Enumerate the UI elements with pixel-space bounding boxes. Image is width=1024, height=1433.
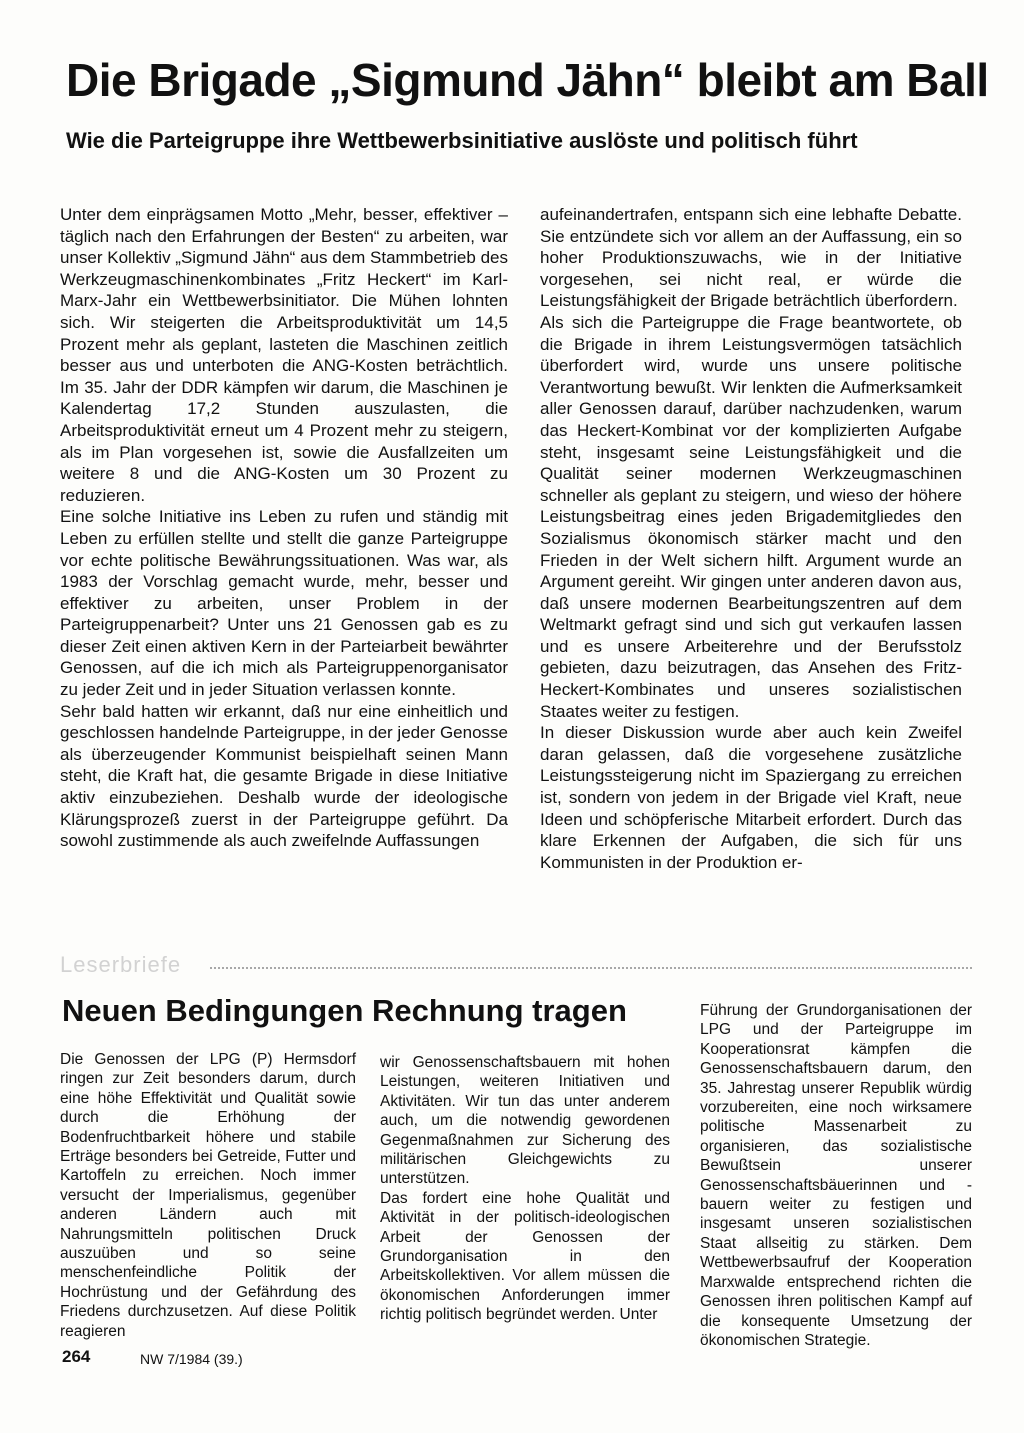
- letter-headline: Neuen Bedingungen Rechnung tragen: [62, 993, 627, 1028]
- article-column-2: [540, 204, 962, 873]
- issue-label: NW 7/1984 (39.): [140, 1351, 243, 1367]
- letter-column-1: [60, 1050, 356, 1341]
- article-paragraph: Eine solche Initiative ins Leben zu rufen und ständig mit Leben zu erfüllen stellte und stellt die ganze Parteigruppe vor echte politische Bewährungssituationen. Was war, als 1983 der Vorschlag gemacht wurde, mehr, besser und effektiver zu arbeiten, unser Problem in der Parteigruppenarbeit? Unter uns 21 Genossen gab es zu dieser Zeit einen aktiven Kern in der Parteiarbeit bewährter Genossen, auf die ich mich als Parteigruppenorganisator zu jeder Zeit und in jeder Situation verlassen konnte.: [60, 507, 508, 700]
- letter-paragraph: wir Genossenschaftsbauern mit hohen Leistungen, weiteren Initiativen und Aktivitäten. Wir tun das unter anderem auch, um die notwendig gewordenen Gegenmaßnahmen zur Sicherung des militärischen Gleichgewichts zu unterstützen.: [380, 1054, 670, 1188]
- letter-column-2: [380, 1053, 670, 1325]
- article-subheadline: Wie die Parteigruppe ihre Wettbewerbsinitiative auslöste und politisch führt: [66, 128, 858, 153]
- article-paragraph: Sehr bald hatten wir erkannt, daß nur eine einheitlich und geschlossen handelnde Parteigruppe, in der jeder Genosse als überzeugender Kommunist beispielhaft seinen Mann steht, die Kraft hat, die gesamte Brigade in diese Initiative aktiv einzubeziehen. Deshalb wurde der ideologische Klärungsprozeß zuerst in der Parteigruppe geführt. Da sowohl zustimmende als auch zweifelnde Auffassungen: [60, 701, 508, 851]
- article-headline: Die Brigade „Sigmund Jähn“ bleibt am Ball: [66, 54, 989, 106]
- article-column-1: [60, 204, 508, 852]
- letter-paragraph: Das fordert eine hohe Qualität und Aktivität in der politisch-ideologischen Arbeit der Genossen der Grundorganisation in den Arbeitskollektiven. Vor allem müssen die ökonomischen Anforderungen immer richtig politisch begründet werden. Unter: [380, 1189, 670, 1324]
- rubric-label: Leserbriefe: [60, 952, 182, 977]
- article-paragraph: Unter dem einprägsamen Motto „Mehr, besser, effektiver – täglich nach den Erfahrungen der Besten“ zu arbeiten, war unser Kollektiv „Sigmund Jähn“ aus dem Stammbetrieb des Werkzeugmaschinenkombinates „Fritz Heckert“ im Karl-Marx-Jahr ein Wettbewerbsinitiator. Die Mühen lohnten sich. Wir steigerten die Arbeitsproduktivität um 14,5 Prozent mehr als geplant, lasteten die Maschinen zeitlich besser aus und unterboten die ANG-Kosten beträchtlich. Im 35. Jahr der DDR kämpfen wir darum, die Maschinen je Kalendertag 17,2 Stunden auszulasten, die Arbeitsproduktivität erneut um 4 Prozent mehr zu steigern, als im Plan vorgesehen ist, sowie die Ausfallzeiten um weitere 8 und die ANG-Kosten um 30 Prozent zu reduzieren.: [60, 205, 508, 505]
- article-paragraph: In dieser Diskussion wurde aber auch kein Zweifel daran gelassen, daß die vorgesehene zusätzliche Leistungssteigerung nicht im Spaziergang zu erreichen ist, sondern von jedem in der Brigade viel Kraft, neue Ideen und schöpferische Mitarbeit erfordert. Durch das klare Erkennen der Aufgaben, die sich für uns Kommunisten in der Produktion er-: [540, 723, 962, 872]
- letter-paragraph: Die Genossen der LPG (P) Hermsdorf ringen zur Zeit besonders darum, durch eine höhe Effektivität und Qualität sowie durch die Erhöhung der Bodenfruchtbarkeit höhere und stabile Erträge besonders bei Getreide, Futter und Kartoffeln zu erreichen. Noch immer versucht der Imperialismus, gegenüber anderen Ländern auch mit Nahrungsmitteln politischen Druck auszuüben und so seine menschenfeindliche Politik der Hochrüstung und der Gefährdung des Friedens durchzusetzen. Auf diese Politik reagieren: [60, 1051, 356, 1340]
- article-paragraph: aufeinandertrafen, entspann sich eine lebhafte Debatte. Sie entzündete sich vor allem an der Auffassung, ein so hoher Produktionszuwachs, wie in der Initiative vorgesehen, sei nicht real, er würde die Leistungsfähigkeit der Brigade beträchtlich überfordern.: [540, 205, 962, 311]
- rubric-divider: [210, 967, 972, 969]
- page-number: 264: [62, 1347, 91, 1366]
- letter-column-3: [700, 1001, 972, 1350]
- article-paragraph: Als sich die Parteigruppe die Frage beantwortete, ob die Brigade in ihrem Leistungsvermögen tatsächlich überfordert wird, wurde uns unsere politische Verantwortung bewußt. Wir lenkten die Aufmerksamkeit aller Genossen darauf, darüber nachzudenken, warum das Heckert-Kombinat vor der komplizierten Aufgabe steht, insgesamt seine Leistungsfähigkeit und die Qualität seiner modernen Werkzeugmaschinen schneller als geplant zu steigern, und wieso der höhere Leistungsbeitrag eines jeden Brigademitgliedes den Sozialismus ökonomisch stärker macht und den Frieden in der Welt sichern hilft. Argument wurde an Argument gereiht. Wir gingen unter anderen davon aus, daß unsere modernen Bearbeitungszentren auf dem Weltmarkt gefragt sind und sich gut verkaufen lassen und es unsere Arbeiterehre und der Berufsstolz gebieten, dazu beizutragen, das Ansehen des Fritz-Heckert-Kombinates und unseres sozialistischen Staates weiter zu festigen.: [540, 312, 962, 721]
- letter-paragraph: Führung der Grundorganisationen der LPG und der Parteigruppe im Kooperationsrat kämpfen die Genossenschaftsbauern darum, den 35. Jahrestag unserer Republik würdig vorzubereiten, eine noch wirksamere politische Massenarbeit zu organisieren, das sozialistische Bewußtsein unserer Genossenschaftsbäuerinnen und -bauern weiter zu festigen und insgesamt unseren sozialistischen Staat allseitig zu stärken. Dem Wettbewerbsaufruf der Kooperation Marxwalde entsprechend richten die Genossen ihren politischen Kampf auf die konsequente Umsetzung der ökonomischen Strategie.: [700, 1002, 972, 1349]
- rubric-bar: [60, 950, 972, 980]
